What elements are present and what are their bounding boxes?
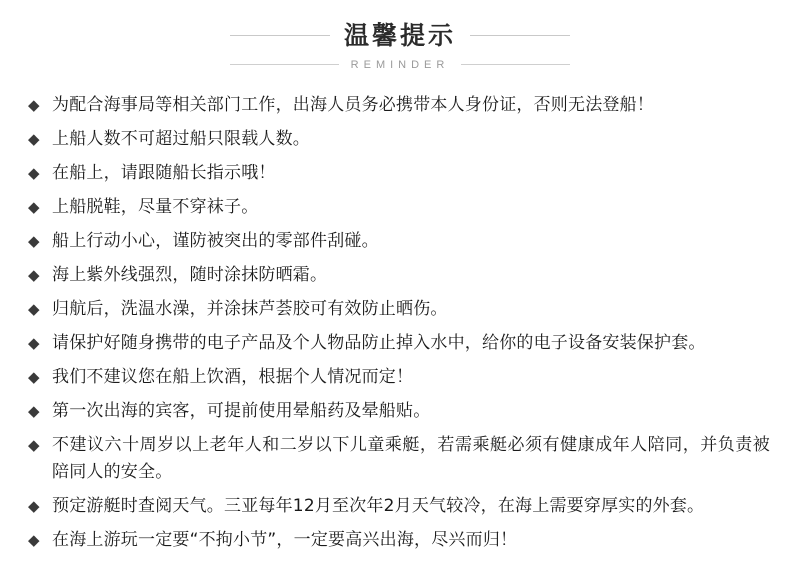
list-item: [28, 262, 770, 289]
reminder-list: [0, 92, 800, 554]
diamond-bullet-icon: ◆: [28, 164, 40, 182]
subtitle-rule-left: [230, 64, 339, 65]
list-item-text: 请保护好随身携带的电子产品及个人物品防止掉入水中，给你的电子设备安装保护套。: [52, 332, 706, 353]
list-item-text: 为配合海事局等相关部门工作，出海人员务必携带本人身份证，否则无法登船！: [52, 94, 654, 115]
diamond-bullet-icon: ◆: [28, 300, 40, 318]
list-item-text: 归航后，洗温水澡，并涂抹芦荟胶可有效防止晒伤。: [52, 298, 448, 319]
list-item: [28, 330, 770, 357]
list-item-text: 船上行动小心，谨防被突出的零部件刮碰。: [52, 230, 379, 251]
diamond-bullet-icon: ◆: [28, 198, 40, 216]
list-item: [28, 364, 770, 391]
list-item: [28, 493, 770, 520]
list-item-text: 海上紫外线强烈，随时涂抹防晒霜。: [52, 264, 328, 285]
list-item: [28, 228, 770, 255]
list-item-text: 在海上游玩一定要“不拘小节”，一定要高兴出海，尽兴而归！: [52, 529, 518, 550]
list-item: [28, 296, 770, 323]
list-item: [28, 398, 770, 425]
list-item: [28, 194, 770, 221]
page-subtitle: REMINDER: [350, 58, 450, 71]
subtitle-row: [230, 59, 570, 71]
diamond-bullet-icon: ◆: [28, 266, 40, 284]
diamond-bullet-icon: ◆: [28, 531, 40, 549]
list-item: [28, 160, 770, 187]
list-item: [28, 92, 770, 119]
title-row: [230, 22, 570, 50]
diamond-bullet-icon: ◆: [28, 497, 40, 515]
list-item-text: 我们不建议您在船上饮酒，根据个人情况而定！: [52, 366, 414, 387]
diamond-bullet-icon: ◆: [28, 436, 40, 454]
page-header: [0, 0, 800, 71]
diamond-bullet-icon: ◆: [28, 232, 40, 250]
diamond-bullet-icon: ◆: [28, 130, 40, 148]
page-title: 温馨提示: [344, 21, 457, 50]
title-rule-right: [470, 35, 570, 36]
list-item-text: 不建议六十周岁以上老年人和二岁以下儿童乘艇，若需乘艇必须有健康成年人陪同，并负责被陪同人的安全。: [52, 434, 770, 482]
diamond-bullet-icon: ◆: [28, 402, 40, 420]
list-item-text: 上船脱鞋，尽量不穿袜子。: [52, 196, 259, 217]
list-item: [28, 527, 770, 554]
diamond-bullet-icon: ◆: [28, 368, 40, 386]
subtitle-rule-right: [461, 64, 570, 65]
list-item-text: 预定游艇时查阅天气。三亚每年12月至次年2月天气较冷，在海上需要穿厚实的外套。: [52, 495, 705, 516]
list-item-text: 在船上，请跟随船长指示哦！: [52, 162, 276, 183]
diamond-bullet-icon: ◆: [28, 334, 40, 352]
list-item: [28, 126, 770, 153]
list-item-text: 上船人数不可超过船只限载人数。: [52, 128, 310, 149]
list-item-text: 第一次出海的宾客，可提前使用晕船药及晕船贴。: [52, 400, 431, 421]
list-item: [28, 432, 770, 486]
diamond-bullet-icon: ◆: [28, 96, 40, 114]
title-rule-left: [230, 35, 330, 36]
